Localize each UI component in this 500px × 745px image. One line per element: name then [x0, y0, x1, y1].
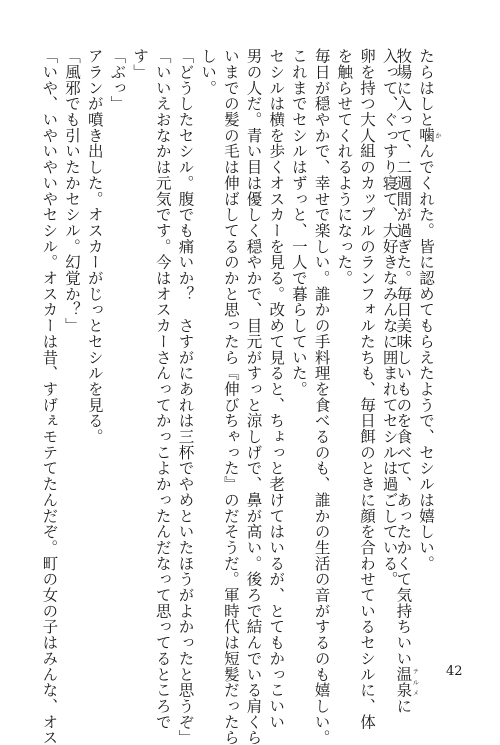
vertical-text-block [34, 48, 442, 745]
text-line-3: 入って、ぐっすり寝て、大好きなみんなに囲まれてセシルは過ごしている。 [380, 48, 399, 587]
text-line-12: 「どうしたセシル。腹でも痛いか？ さすがにあれは三杯でやめといたほうがよかったと思うぞ」 [176, 48, 195, 745]
page-number: 42 [446, 664, 463, 679]
text-line-4: 卵を持つ大人組のカップルのランフォルたちも、毎日餌のときに顔を合わせているセシルに、体 [357, 48, 376, 730]
text-line-17: 「風邪でも引いたかセシル。幻覚か？」 [63, 48, 81, 334]
text-line-11: しい。 [199, 48, 218, 96]
text-line-8: セシルは横を歩くオスカーを見る。改めて見ると、ちょっと老けてはいるが、とてもかっこいい [267, 48, 286, 730]
text-line-14: す」 [131, 48, 150, 80]
text-line-1: たらはしと噛 かんでくれた。皆に認めてもらえたようで、セシルは嬉しい。 [417, 48, 442, 572]
text-line-7: これまでセシルはずっと、一人で暮らしていた。 [289, 48, 308, 397]
text-line-6: 毎日が穏やかで、幸せで楽しい。誰かの手料理を食べるのも、誰かの生活の音がするのも嬉しい。 [312, 48, 331, 745]
text-line-15: 「ぶっ」 [108, 48, 127, 112]
text-line-5: を触らせてくれるようになった。 [335, 48, 354, 286]
text-line-18: 「いや、いやいやいやセシル。オスカーは昔、すげぇモテてたんだぞ。町の女の子はみんな、オス [40, 48, 59, 745]
text-line-9: 男の人だ。青い目は優しく穏やかで、目元がすっと涼しげで、鼻が高い。後ろで結んでいる肩くら [244, 48, 263, 745]
text-line-10: いまでの髪の毛は伸ばしてるのかと思ったら『伸びちゃった』のだそうだ。軍時代は短髪だったら [221, 48, 240, 745]
text-line-16: アランが噴き出した。オスカーがじっとセシルを見る。 [85, 48, 104, 445]
text-line-13: 「いいえおなかは元気です。今はオスカーさんってかっこよかったんだなって思ってるところで [153, 48, 172, 730]
text-line-2: 牧場に入って、二週間が過ぎた。毎日美味しいものを食べて、あったかくて気持ちいい温泉 テルメに [394, 48, 420, 714]
